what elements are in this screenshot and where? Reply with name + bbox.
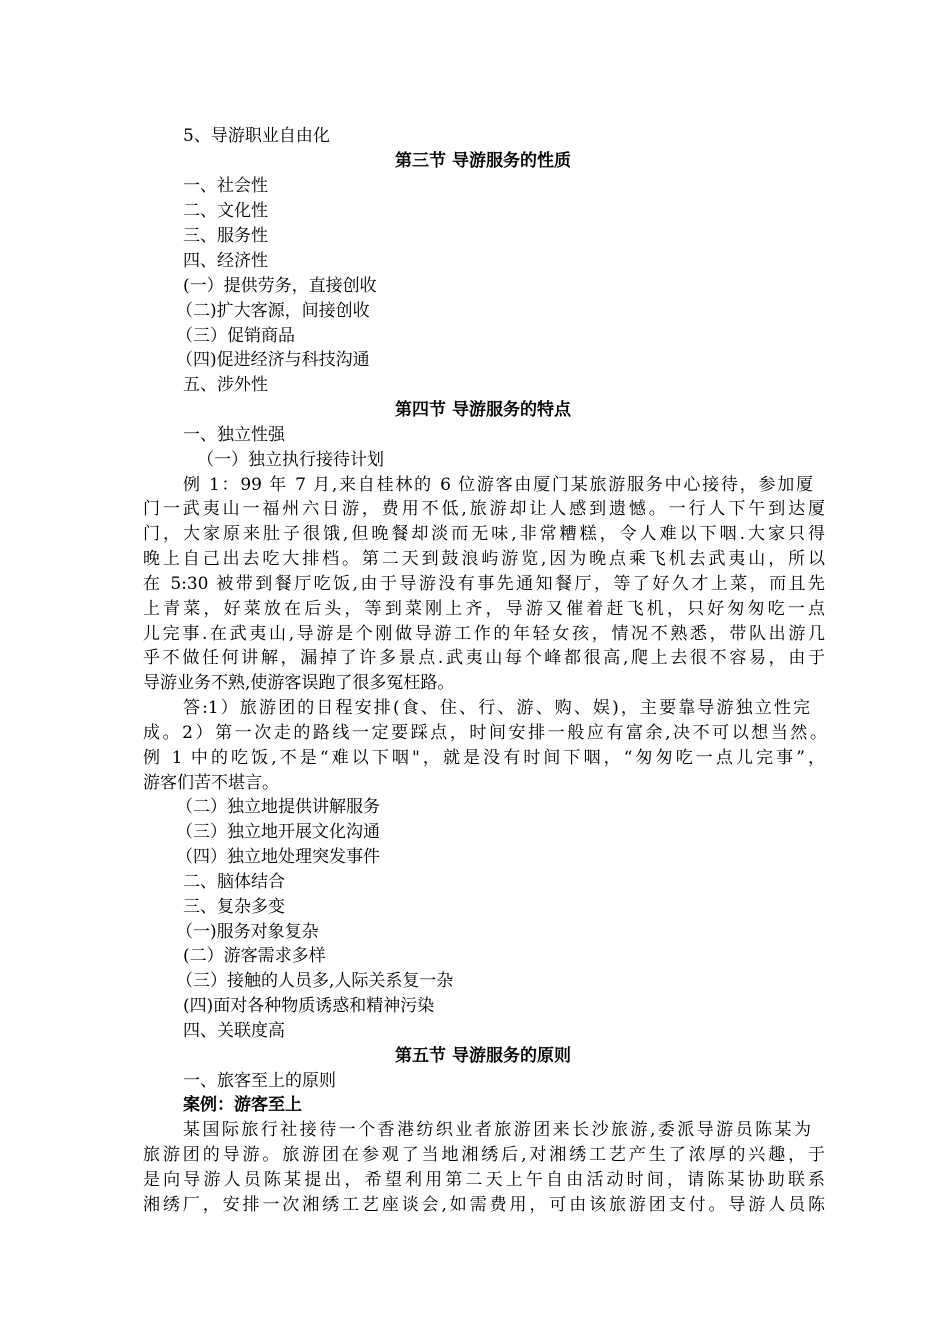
text-line: 四、关联度高 xyxy=(183,1021,285,1041)
text-line: 门，大家原来肚子很饿,但晚餐却淡而无味,非常糟糕，令人难以下咽.大家只得 xyxy=(143,524,825,544)
text-line: 上青菜，好菜放在后头，等到菜刚上齐，导游又催着赶飞机，只好匆匆吃一点 xyxy=(143,599,825,619)
text-line: 三、复杂多变 xyxy=(183,897,285,917)
text-line: （二)扩大客源，间接创收 xyxy=(176,301,370,321)
text-line: （三）接触的人员多,人际关系复一杂 xyxy=(176,971,454,991)
text-line: （二）独立地提供讲解服务 xyxy=(176,797,380,817)
text-line: 在 5:30 被带到餐厅吃饭,由于导游没有事先通知餐厅，等了好久才上菜，而且先 xyxy=(143,574,825,594)
text-line: (一）提供劳务，直接创收 xyxy=(183,276,377,296)
text-line: 二、文化性 xyxy=(183,201,268,221)
text-line: 旅游团的导游。旅游团在参观了当地湘绣后,对湘绣工艺产生了浓厚的兴趣，于 xyxy=(143,1145,825,1165)
text-line: （三）促销商品 xyxy=(176,326,295,346)
text-line: 儿完事.在武夷山,导游是个刚做导游工作的年轻女孩，情况不熟悉，带队出游几 xyxy=(143,624,825,644)
text-line: 游客们苦不堪言。 xyxy=(143,773,279,793)
text-line: （一)服务对象复杂 xyxy=(176,922,319,942)
text-line: 五、涉外性 xyxy=(183,375,268,395)
text-line: 一、独立性强 xyxy=(183,425,285,445)
text-line: 四、经济性 xyxy=(183,251,268,271)
text-line: （一）独立执行接待计划 xyxy=(197,450,384,470)
text-line: 例 1：99 年 7 月,来自桂林的 6 位游客由厦门某旅游服务中心接待，参加厦 xyxy=(183,475,813,495)
text-line: 某国际旅行社接待一个香港纺织业者旅游团来长沙旅游,委派导游员陈某为 xyxy=(183,1120,811,1140)
section-heading: 第三节 导游服务的性质 xyxy=(395,151,571,171)
text-line: 三、服务性 xyxy=(183,226,268,246)
text-line: 晚上自己出去吃大排档。第二天到鼓浪屿游览,因为晚点乘飞机去武夷山，所以 xyxy=(143,549,825,569)
text-line: （四）独立地处理突发事件 xyxy=(176,847,380,867)
text-line: 成。2）第一次走的路线一定要踩点，时间安排一般应有富余,决不可以想当然。 xyxy=(143,723,827,743)
text-line: 二、脑体结合 xyxy=(183,872,285,892)
text-line: 答:1）旅游团的日程安排(食、住、行、游、购、娱)，主要靠导游独立性完 xyxy=(183,698,810,718)
text-line: 乎不做任何讲解，漏掉了许多景点.武夷山每个峰都很高,爬上去很不容易，由于 xyxy=(143,648,825,668)
text-line: (二）游客需求多样 xyxy=(183,946,326,966)
text-line: 例 1 中的吃饭,不是“难以下咽"，就是没有时间下咽，“匆匆吃一点儿完事”， xyxy=(143,748,825,768)
text-line: 5、导游职业自由化 xyxy=(183,126,330,146)
section-heading: 第五节 导游服务的原则 xyxy=(395,1046,571,1066)
section-heading: 第四节 导游服务的特点 xyxy=(395,400,571,420)
text-line: 一、社会性 xyxy=(183,176,268,196)
text-line: (四)面对各种物质诱惑和精神污染 xyxy=(183,996,435,1016)
text-line: （三）独立地开展文化沟通 xyxy=(176,822,380,842)
text-line: （四)促进经济与科技沟通 xyxy=(176,350,370,370)
text-line: 湘绣厂，安排一次湘绣工艺座谈会,如需费用，可由该旅游团支付。导游人员陈 xyxy=(143,1195,825,1215)
text-line: 一、旅客至上的原则 xyxy=(183,1071,336,1091)
text-line: 导游业务不熟,使游客误跑了很多冤枉路。 xyxy=(143,673,455,693)
text-line: 门一武夷山一福州六日游，费用不低,旅游却让人感到遗憾。一行人下午到达厦 xyxy=(143,499,825,519)
case-heading: 案例：游客至上 xyxy=(183,1095,302,1115)
text-line: 是向导游人员陈某提出，希望利用第二天上午自由活动时间，请陈某协助联系 xyxy=(143,1170,825,1190)
